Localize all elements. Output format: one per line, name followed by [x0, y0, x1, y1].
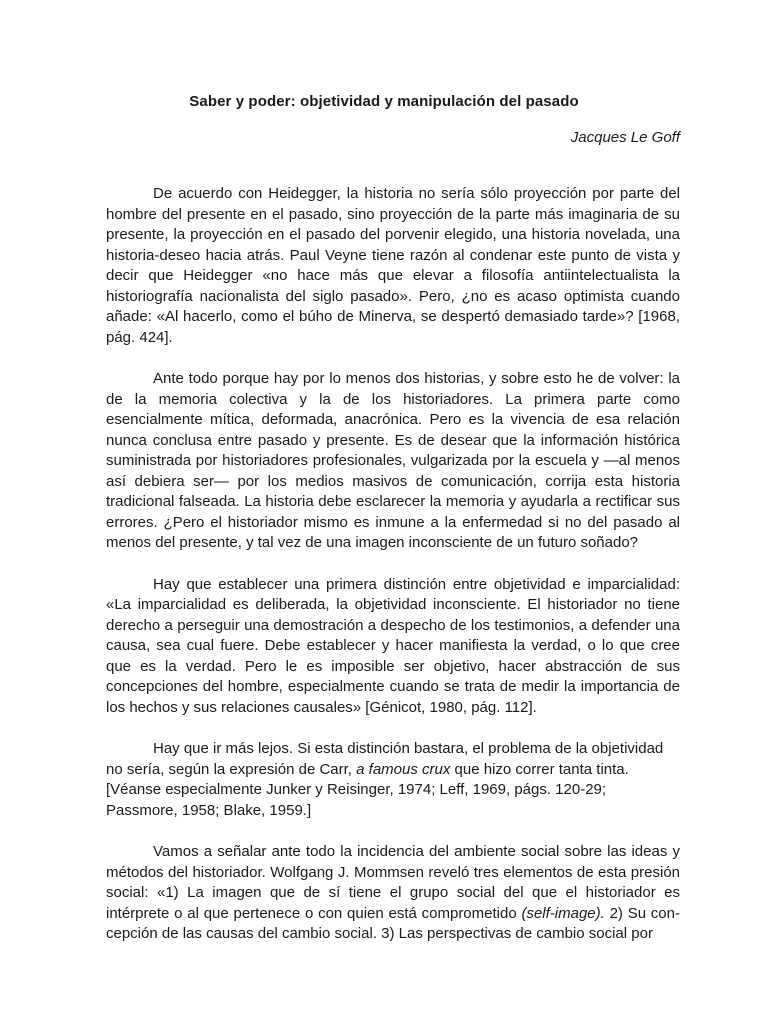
document-title: Saber y poder: objetividad y manipulación del pasado	[189, 93, 579, 110]
paragraph-4-text-start: Hay que ir más lejos. Si esta distinción bastara, el problema de la objetividad no sería, según la expresión de Carr,	[106, 740, 664, 778]
paragraph-2: Ante todo porque hay por lo menos dos historias, y sobre esto he de volver: la de la memoria colectiva y la de los historiadores. La primera parte como esencialmente mítica, deformada, anacrónica. Pero es la vivencia de esa relación nunca conclusa entre pasado y presente. Es de desear que la información histórica suministrada por historiadores profesionales, vulgarizada por la escuela y —al menos así debiera ser— por los medios masivos de comunicación, corrija esta historia tradicional falseada. La historia debe esclarecer la memoria y ayudarla a rectificar sus errores. ¿Pero el historiador mismo es inmune a la enfermedad si no del pasado al menos del presente, y tal vez de una imagen inconsciente de un futuro soñado?	[106, 370, 680, 551]
paragraph-1: De acuerdo con Heidegger, la historia no sería sólo proyección por parte del hombre del presente en el pasado, sino proyección de la parte más imaginaria de su presente, la proyección en el pasado del porvenir elegido, una historia novelada, una historia-deseo hacia atrás. Paul Veyne tiene razón al condenar este punto de vista y decir que Heidegger «no hace más que elevar a filosofía antiintelectualista la historiografía nacionalista del siglo pasado». Pero, ¿no es acaso optimista cuando añade: «Al hacerlo, como el búho de Minerva, se despertó demasiado tarde»? [1968, pág. 424].	[106, 185, 680, 346]
paragraph-3: Hay que establecer una primera distinción entre objetividad e imparcialidad: «La imparcialidad es deliberada, la objetividad inconsciente. El historiador no tiene derecho a perseguir una demostración a despecho de los testimonios, a defender una causa, sea cual fuere. Debe establecer y hacer manifiesta la verdad, o lo que cree que es la verdad. Pero le es imposible ser objetivo, hacer abstracción de sus concepciones del hombre, especialmente cuando se trata de medir la importancia de los hechos y sus relaciones causales» [Génicot, 1980, pág. 112].	[106, 575, 680, 716]
paragraph-4-text-end: que hizo correr tanta tinta. [Véanse especialmente Junker y Reisinger, 1974; Leff, 1969, págs. 120-29; Passmore, 1958; Blake, 1959.]	[106, 760, 629, 819]
paragraph-5-text-start: Vamos a señalar ante todo la incidencia del ambiente social sobre las ideas y métodos del historiador. Wolfgang J. Mommsen reveló tres elementos de esta presión social: «1) La imagen que de sí tiene el grupo social del que el historiador es intérprete o al que pertenece o con quien está comprometido	[106, 843, 680, 922]
document-author: Jacques Le Goff	[570, 129, 680, 146]
paragraph-4	[106, 739, 680, 821]
paragraph-5-text-end: 2) Su con-cepción de las causas del cambio social. 3) Las perspectivas de cambio social por	[106, 904, 680, 942]
document-body	[106, 184, 680, 945]
paragraph-4-italic-phrase: a famous crux	[356, 760, 451, 778]
paragraph-5-italic-phrase: (self-image).	[521, 904, 605, 922]
paragraph-5	[106, 842, 680, 945]
